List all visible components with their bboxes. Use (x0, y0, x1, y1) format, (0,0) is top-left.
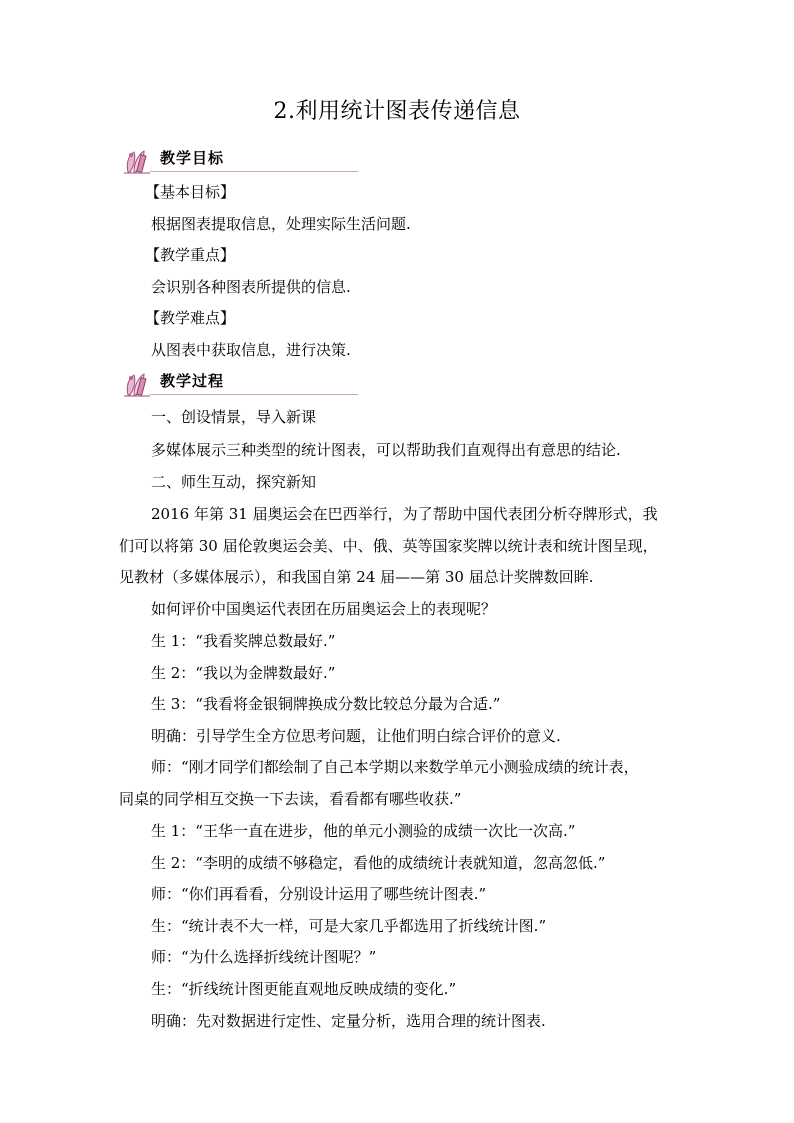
paragraph: 师：“你们再看看，分别设计运用了哪些统计图表.” (151, 885, 487, 903)
paragraph: 生 1：“我看奖牌总数最好.” (151, 632, 336, 650)
paragraph: 生 2：“李明的成绩不够稳定，看他的成绩统计表就知道，忽高忽低.” (151, 854, 606, 872)
paragraph: 2016 年第 31 届奥运会在巴西举行，为了帮助中国代表团分析夺牌形式，我 (151, 505, 658, 523)
basic-goal-text: 根据图表提取信息，处理实际生活问题. (151, 215, 411, 233)
paragraph: 生：“统计表不大一样，可是大家几乎都选用了折线统计图.” (151, 917, 547, 935)
paragraph: 生：“折线统计图更能直观地反映成绩的变化.” (151, 980, 457, 998)
difficulty-text: 从图表中获取信息，进行决策. (151, 341, 351, 359)
pencil-flower-icon (120, 146, 154, 176)
key-point-text: 会识别各种图表所提供的信息. (151, 278, 351, 296)
section-header-process (120, 369, 380, 399)
paragraph: 生 2：“我以为金牌数最好.” (151, 664, 336, 682)
goals-header-label: 教学目标 (160, 149, 225, 167)
paragraph: 生 1：“王华一直在进步，他的单元小测验的成绩一次比一次高.” (151, 822, 576, 840)
paragraph: 同桌的同学相互交换一下去读，看看都有哪些收获.” (119, 790, 462, 808)
key-point-label: 【教学重点】 (145, 246, 236, 264)
page-title: 2.利用统计图表传递信息 (273, 99, 521, 124)
section-header-goals (120, 146, 380, 176)
paragraph: 明确：引导学生全方位思考问题，让他们明白综合评价的意义. (151, 727, 561, 745)
paragraph: 二、师生互动，探究新知 (151, 473, 317, 491)
pencil-flower-icon (120, 369, 154, 399)
paragraph: 师：“为什么选择折线统计图呢？” (151, 948, 377, 966)
paragraph: 见教材（多媒体展示），和我国自第 24 届——第 30 届总计奖牌数回眸. (119, 568, 594, 586)
basic-goal-label: 【基本目标】 (145, 183, 236, 201)
paragraph: 师：“刚才同学们都绘制了自己本学期以来数学单元小测验成绩的统计表， (151, 758, 639, 776)
header-underline (150, 171, 358, 172)
paragraph: 一、创设情景，导入新课 (151, 408, 317, 426)
difficulty-label: 【教学难点】 (145, 309, 236, 327)
paragraph: 们可以将第 30 届伦敦奥运会美、中、俄、英等国家奖牌以统计表和统计图呈现， (119, 537, 658, 555)
process-header-label: 教学过程 (160, 372, 225, 390)
paragraph: 如何评价中国奥运代表团在历届奥运会上的表现呢？ (151, 600, 497, 618)
header-underline (150, 394, 358, 395)
paragraph: 生 3：“我看将金银铜牌换成分数比较总分最为合适.” (151, 695, 501, 713)
paragraph: 多媒体展示三种类型的统计图表，可以帮助我们直观得出有意思的结论. (151, 441, 621, 459)
paragraph: 明确：先对数据进行定性、定量分析，选用合理的统计图表. (151, 1012, 546, 1030)
